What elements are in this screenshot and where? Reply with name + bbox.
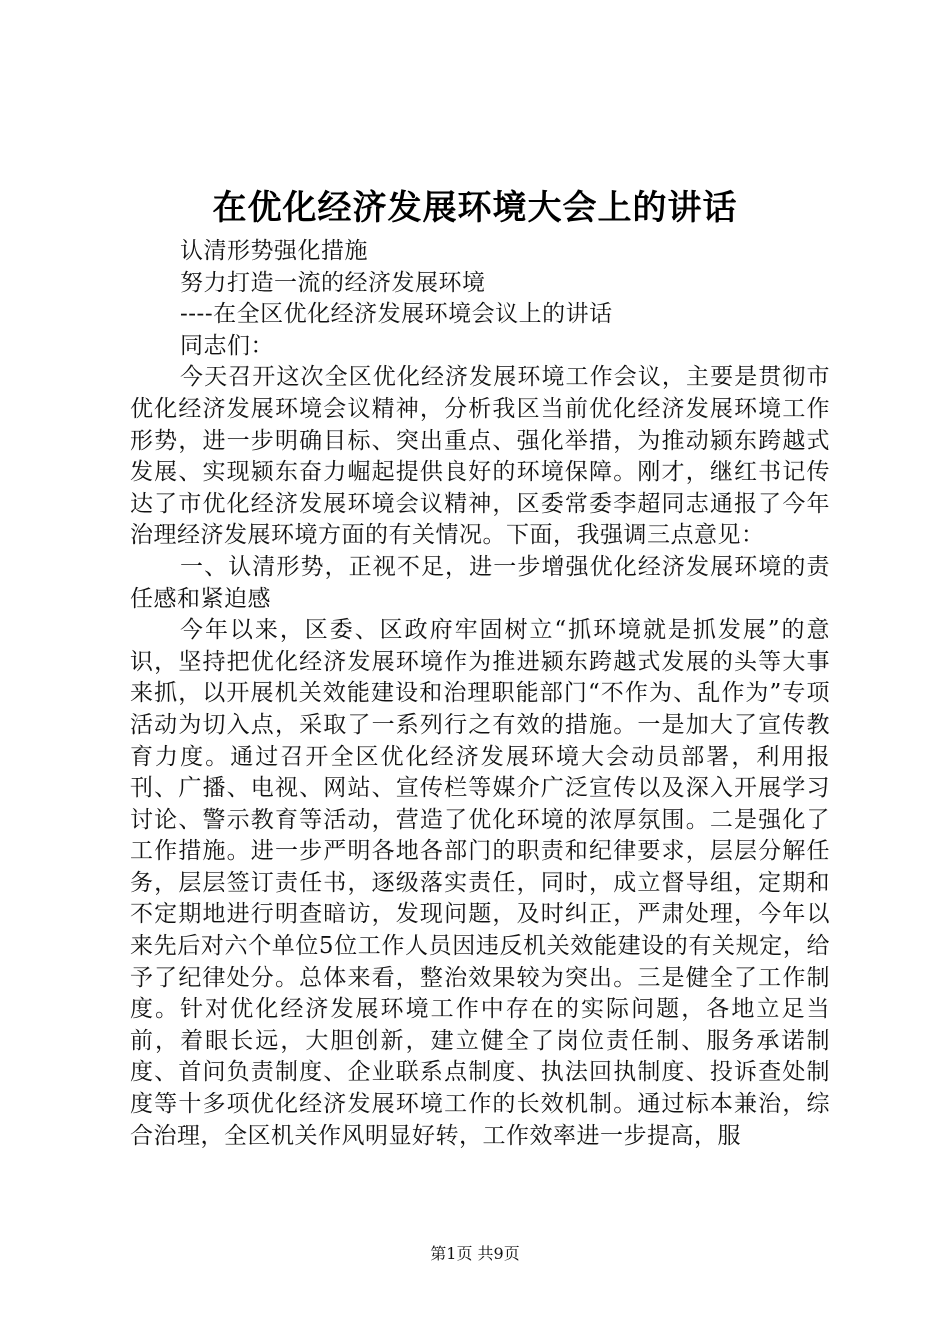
- subtitle-line-2: 努力打造一流的经济发展环境: [180, 269, 486, 296]
- document-body: [130, 236, 830, 1152]
- paragraph-intro: 今天召开这次全区优化经济发展环境工作会议，主要是贯彻市优化经济发展环境会议精神，分析我区当前优化经济发展环境工作形势，进一步明确目标、突出重点、强化举措，为推动颍东跨越式发展、实现颍东奋力崛起提供良好的环境保障。刚才，继红书记传达了市优化经济发展环境会议精神，区委常委李超同志通报了今年治理经济发展环境方面的有关情况。下面，我强调三点意见：: [130, 364, 830, 549]
- subtitle-line-1: 认清形势强化措施: [180, 238, 368, 264]
- subtitle-line-3: ----在全区优化经济发展环境会议上的讲话: [180, 301, 613, 328]
- page-number-footer: 第1页 共9页: [430, 1244, 520, 1263]
- document-title: 在优化经济发展环境大会上的讲话: [212, 188, 738, 228]
- paragraph-body: 今年以来，区委、区政府牢固树立“抓环境就是抓发展”的意识，坚持把优化经济发展环境作为推进颍东跨越式发展的头等大事来抓，以开展机关效能建设和治理职能部门“不作为、乱作为”专项活动为切入点，采取了一系列行之有效的措施。一是加大了宣传教育力度。通过召开全区优化经济发展环境大会动员部署，利用报刊、广播、电视、网站、宣传栏等媒介广泛宣传以及深入开展学习讨论、警示教育等活动，营造了优化环境的浓厚氛围。二是强化了工作措施。进一步严明各地各部门的职责和纪律要求，层层分解任务，层层签订责任书，逐级落实责任，同时，成立督导组，定期和不定期地进行明查暗访，发现问题，及时纠正，严肃处理，今年以来先后对六个单位5位工作人员因违反机关效能建设的有关规定，给予了纪律处分。总体来看，整治效果较为突出。三是健全了工作制度。针对优化经济发展环境工作中存在的实际问题，各地立足当前，着眼长远，大胆创新，建立健全了岗位责任制、服务承诺制度、首问负责制度、企业联系点制度、执法回执制度、投诉查处制度等十多项优化经济发展环境工作的长效机制。通过标本兼治，综合治理，全区机关作风明显好转，工作效率进一步提高，服: [130, 617, 830, 1149]
- salutation: 同志们：: [180, 332, 274, 359]
- section-heading-1: 一、认清形势，正视不足，进一步增强优化经济发展环境的责任感和紧迫感: [130, 553, 830, 612]
